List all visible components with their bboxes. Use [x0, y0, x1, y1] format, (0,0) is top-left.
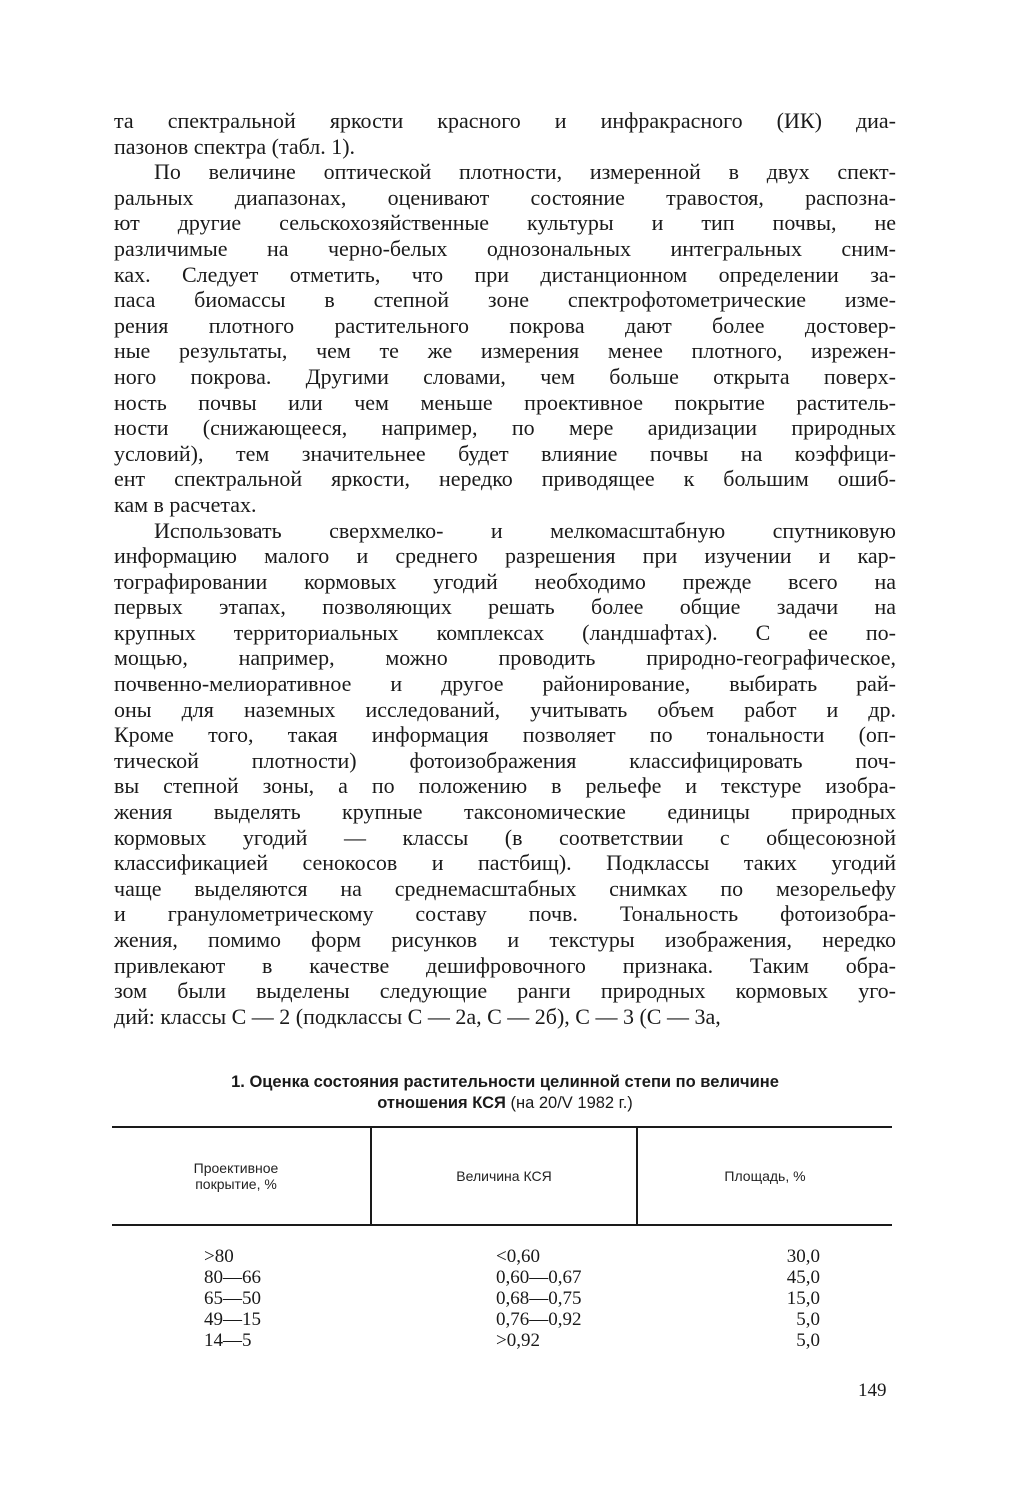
table-cell: 49—15: [204, 1309, 261, 1330]
text-line: различимые на черно-белых однозональных интегральных сним-: [114, 235, 896, 261]
text-line: зом были выделены следующие ранги природных кормовых уго-: [114, 978, 896, 1004]
text-line: ют другие сельскохозяйственные культуры и тип почвы, не: [114, 210, 896, 236]
text-line: жения выделять крупные таксономические единицы природных: [114, 799, 896, 825]
table-cell: 15,0: [786, 1288, 820, 1309]
text-line: ент спектральной яркости, нередко приводящее к большим ошиб-: [114, 466, 896, 492]
table-caption-title: отношения КСЯ: [377, 1094, 506, 1112]
data-table: [112, 1126, 892, 1351]
page-number: 149: [858, 1380, 887, 1401]
header-cell-coverage: [112, 1128, 372, 1224]
text-line: ность почвы или чем меньше проективное покрытие раститель-: [114, 389, 896, 415]
table-caption-line1: 1. Оценка состояния растительности целинной степи по величине: [231, 1073, 779, 1091]
table-cell: 14—5: [204, 1330, 252, 1351]
paragraphs: [114, 108, 896, 1029]
table-body: [112, 1226, 892, 1351]
table-caption: [114, 1072, 896, 1114]
table-cell: <0,60: [496, 1246, 540, 1267]
text-line: первых этапах, позволяющих решать более общие задачи на: [114, 594, 896, 620]
header-ksya-label: Величина КСЯ: [456, 1168, 552, 1184]
text-line: привлекают в качестве дешифровочного признака. Таким обра-: [114, 952, 896, 978]
text-line: тографировании кормовых угодий необходимо прежде всего на: [114, 568, 896, 594]
text-line: ности (снижающееся, например, по мере аридизации природных: [114, 415, 896, 441]
column-coverage: [112, 1246, 370, 1351]
text-line: пазонов спектра (табл. 1).: [114, 133, 356, 159]
text-line: та спектральной яркости красного и инфракрасного (ИК) диа-: [114, 108, 896, 133]
text-line: рения плотного растительного покрова дают более достовер-: [114, 312, 896, 338]
text-line: паса биомассы в степной зоне спектрофотометрические изме-: [114, 287, 896, 313]
text-line: тической плотности) фотоизображения классифицировать поч-: [114, 747, 896, 773]
table-header: [112, 1128, 892, 1224]
text-line: ные результаты, чем те же измерения менее плотного, изрежен-: [114, 338, 896, 364]
table-cell: 5,0: [796, 1309, 820, 1330]
column-ksya: [370, 1246, 636, 1351]
table-cell: 0,60—0,67: [496, 1267, 582, 1288]
table-caption-line2: [114, 1093, 896, 1114]
table-cell: 65—50: [204, 1288, 261, 1309]
table-caption-date: (на 20/V 1982 г.): [510, 1094, 633, 1112]
text-line: кормовых угодий — классы (в соответствии с общесоюзной: [114, 824, 896, 850]
text-line: крупных территориальных комплексах (ландшафтах). С ее по-: [114, 619, 896, 645]
table-cell: 0,68—0,75: [496, 1288, 582, 1309]
text-line: По величине оптической плотности, измеренной в двух спект-: [154, 159, 896, 185]
text-line: ральных диапазонах, оценивают состояние травостоя, распозна-: [114, 184, 896, 210]
table-cell: 45,0: [786, 1267, 820, 1288]
text-line: кам в расчетах.: [114, 491, 257, 517]
table-cell: >80: [204, 1246, 234, 1267]
header-area-label: Площадь, %: [724, 1168, 806, 1184]
text-line: Использовать сверхмелко- и мелкомасштабную спутниковую: [154, 517, 896, 543]
body-text: [114, 108, 896, 1029]
text-line: информацию малого и среднего разрешения при изучении и кар-: [114, 543, 896, 569]
column-area: [636, 1246, 892, 1351]
text-line: ного покрова. Другими словами, чем больше открыта поверх-: [114, 363, 896, 389]
text-line: жения, помимо форм рисунков и текстуры изображения, нередко: [114, 927, 896, 952]
text-line: дий: классы С — 2 (подклассы С — 2а, С — 2б), С — 3 (С — 3а,: [114, 1003, 721, 1029]
header-cell-ksya: [372, 1128, 638, 1224]
table-cell: 5,0: [796, 1330, 820, 1351]
text-line: и гранулометрическому составу почв. Тональность фотоизобра-: [114, 901, 896, 927]
text-line: классификацией сенокосов и пастбищ). Подклассы таких угодий: [114, 850, 896, 876]
table-cell: >0,92: [496, 1330, 540, 1351]
text-line: Кроме того, такая информация позволяет по тональности (оп-: [114, 722, 896, 748]
text-line: вы степной зоны, а по положению в рельефе и текстуре изобра-: [114, 773, 896, 799]
text-line: почвенно-мелиоративное и другое районирование, выбирать рай-: [114, 671, 896, 697]
table-cell: 30,0: [786, 1246, 820, 1267]
text-line: чаще выделяются на среднемасштабных снимках по мезорельефу: [114, 875, 896, 901]
table-cell: 0,76—0,92: [496, 1309, 582, 1330]
header-cell-area: [638, 1128, 892, 1224]
text-line: условий), тем значительнее будет влияние почвы на коэффици-: [114, 440, 896, 466]
text-line: мощью, например, можно проводить природно-географическое,: [114, 645, 896, 671]
header-coverage-label: Проективное покрытие, %: [193, 1160, 279, 1192]
text-line: ках. Следует отметить, что при дистанционном определении за-: [114, 261, 896, 287]
table-cell: 80—66: [204, 1267, 261, 1288]
text-line: оны для наземных исследований, учитывать объем работ и др.: [114, 696, 896, 722]
